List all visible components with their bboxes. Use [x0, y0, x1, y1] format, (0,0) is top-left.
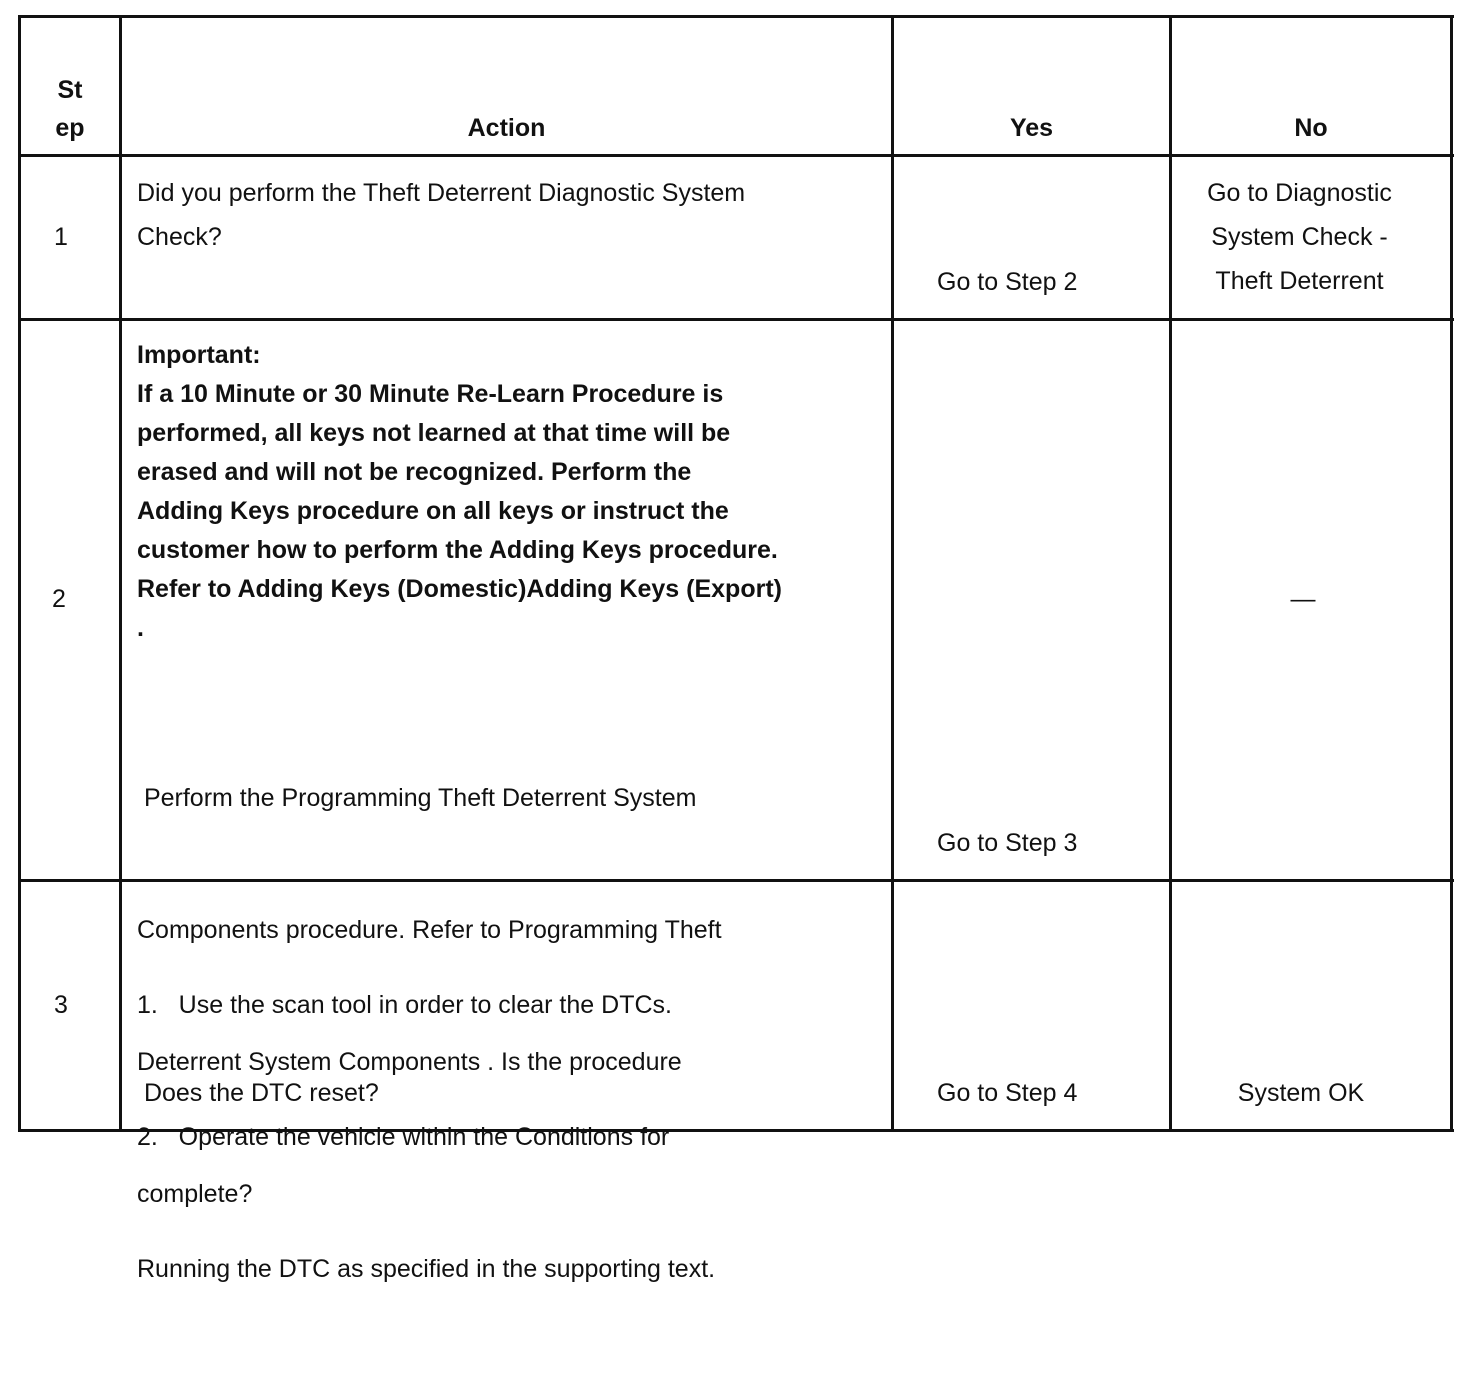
table-border-right — [1450, 15, 1453, 1132]
row2-important-line1: If a 10 Minute or 30 Minute Re-Learn Procedure is — [137, 380, 724, 408]
row2-important-label: Important: — [137, 341, 261, 369]
header-step — [21, 71, 119, 147]
row2-important-line3: erased and will not be recognized. Perform the — [137, 458, 692, 486]
row1-no-line1: Go to Diagnostic — [1207, 179, 1392, 207]
header-action: Action — [467, 114, 546, 142]
col-divider-action — [891, 15, 894, 1132]
table-border-top — [18, 15, 1454, 18]
row1-action-line2: Check? — [137, 223, 222, 251]
row1-no-line3: Theft Deterrent — [1215, 267, 1384, 295]
row2-important-line7: . — [137, 614, 144, 642]
row1-action — [137, 171, 745, 259]
row1-step: 1 — [54, 223, 68, 251]
row1-action-line1: Did you perform the Theft Deterrent Diagnostic System — [137, 179, 746, 207]
row2-important-line4: Adding Keys procedure on all keys or instruct the — [137, 497, 729, 525]
row-divider-1 — [18, 318, 1454, 321]
row3-list-item-1: 1. Use the scan tool in order to clear the DTCs. — [137, 991, 672, 1019]
header-step-line2: ep — [55, 114, 85, 142]
row2-step: 2 — [52, 585, 66, 613]
row3-list-item-2: 2. Operate the vehicle within the Conditions for — [137, 1123, 670, 1151]
col-divider-step — [119, 15, 122, 1132]
row1-no — [1172, 171, 1427, 303]
header-divider — [18, 154, 1454, 157]
row2-action-line1: Perform the Programming Theft Deterrent System — [137, 784, 697, 812]
header-yes: Yes — [1009, 114, 1054, 142]
row3-yes: Go to Step 4 — [937, 1079, 1078, 1107]
table-border-left — [18, 15, 21, 1132]
row2-important-note — [137, 336, 782, 648]
row3-list-continuation: Running the DTC as specified in the supporting text. — [137, 1255, 716, 1283]
row2-no: — — [1290, 585, 1316, 613]
diagnostic-table — [18, 15, 1454, 1283]
row2-important-line5: customer how to perform the Adding Keys procedure. — [137, 536, 778, 564]
row2-important-line6: Refer to Adding Keys (Domestic)Adding Keys (Export) — [137, 575, 782, 603]
row3-question: Does the DTC reset? — [137, 1079, 379, 1107]
row1-no-line2: System Check - — [1211, 223, 1388, 251]
row3-action — [137, 895, 715, 1379]
row2-action-line3: Deterrent System Components . Is the procedure — [137, 1048, 682, 1076]
row2-action-line4: complete? — [137, 1180, 253, 1208]
row3-step: 3 — [54, 991, 68, 1019]
header-no: No — [1294, 114, 1328, 142]
row2-important-line2: performed, all keys not learned at that time will be — [137, 419, 731, 447]
row2-yes: Go to Step 3 — [937, 829, 1078, 857]
header-step-line1: St — [57, 76, 83, 104]
row3-no: System OK — [1237, 1079, 1365, 1107]
row1-yes: Go to Step 2 — [937, 268, 1078, 296]
row2-action-line2: Components procedure. Refer to Programming Theft — [137, 916, 722, 944]
